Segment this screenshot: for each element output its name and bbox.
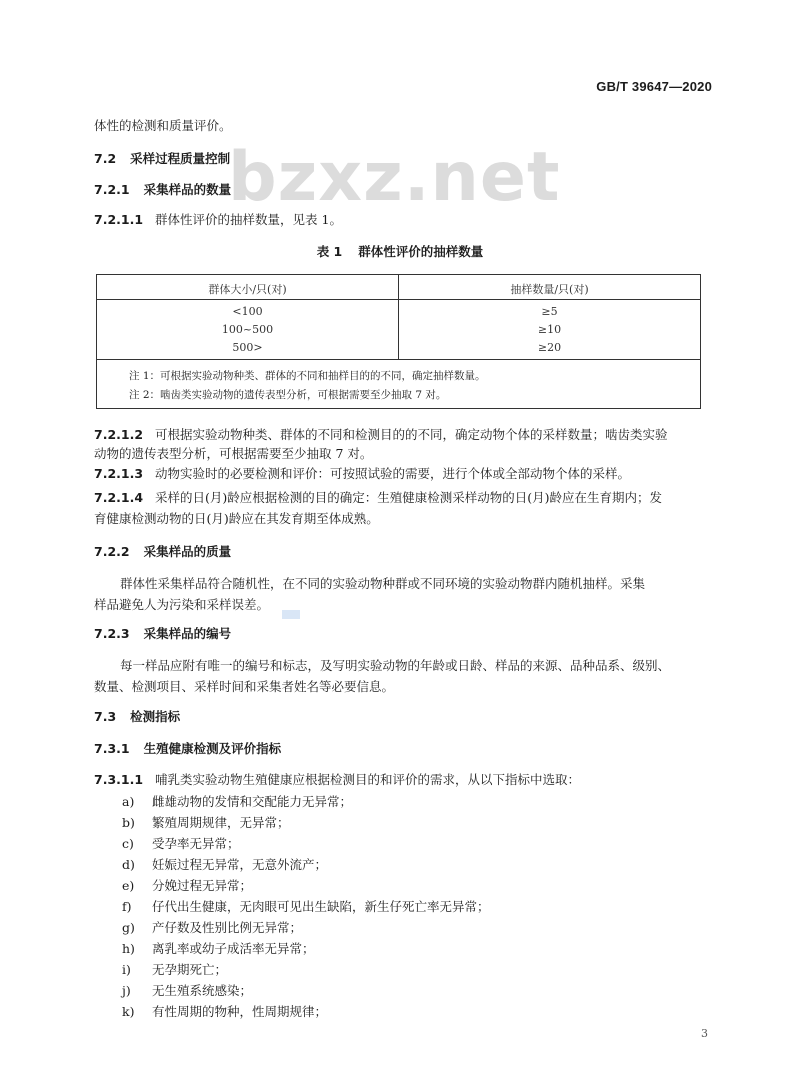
list-item	[122, 898, 490, 916]
paragraph-line: 样品避免人为污染和采样误差。	[94, 597, 270, 612]
section-number: 7.2.1	[94, 182, 130, 197]
heading-7-3-1	[94, 740, 281, 758]
section-number: 7.3	[94, 709, 117, 724]
table-caption-title: 群体性评价的抽样数量	[358, 244, 484, 259]
page-number: 3	[701, 1027, 708, 1040]
list-item	[122, 919, 302, 937]
list-text: 受孕率无异常；	[152, 836, 240, 851]
section-title: 采集样品的数量	[143, 182, 232, 197]
list-text: 分娩过程无异常；	[152, 878, 253, 893]
heading-7-2	[94, 150, 230, 168]
clause-text: 群体性评价的抽样数量，见表 1。	[155, 212, 342, 227]
list-item	[122, 961, 227, 979]
heading-7-2-3	[94, 625, 231, 643]
faint-stamp-mark	[282, 610, 300, 619]
section-title: 生殖健康检测及评价指标	[143, 741, 282, 756]
clause-text: 哺乳类实验动物生殖健康应根据检测目的和评价的需求，从以下指标中选取：	[155, 772, 581, 787]
clause-number: 7.2.1.3	[94, 466, 144, 481]
list-item	[122, 877, 252, 895]
section-number: 7.2	[94, 151, 117, 166]
table-note-2: 注 2：啮齿类实验动物的遗传表型分析，可根据需要至少抽取 7 对。	[129, 389, 447, 401]
clause-7-2-1-2	[94, 426, 668, 444]
clause-7-2-1-4	[94, 489, 662, 507]
table-cell-size: 500>	[232, 341, 263, 354]
list-text: 无生殖系统感染；	[152, 983, 253, 998]
top-line: 体性的检测和质量评价。	[94, 118, 232, 133]
list-label: c)	[122, 836, 134, 851]
heading-7-2-2	[94, 543, 231, 561]
table-cell-count: ≥10	[537, 323, 562, 336]
clause-text-line: 可根据实验动物种类、群体的不同和检测目的的不同，确定动物个体的采样数量；啮齿类实验	[155, 427, 668, 442]
list-item	[122, 793, 352, 811]
standard-code: GB/T 39647—2020	[596, 79, 712, 94]
table-note-1: 注 1：可根据实验动物种类、群体的不同和抽样目的的不同，确定抽样数量。	[129, 370, 486, 382]
heading-7-2-1	[94, 181, 231, 199]
list-text: 妊娠过程无异常，无意外流产；	[152, 857, 328, 872]
table-cell-size: 100~500	[221, 323, 274, 336]
section-number: 7.2.3	[94, 626, 130, 641]
list-text: 产仔数及性别比例无异常；	[152, 920, 303, 935]
section-number: 7.3.1	[94, 741, 130, 756]
clause-text-line: 动物的遗传表型分析，可根据需要至少抽取 7 对。	[94, 446, 373, 461]
clause-text-line: 采样的日(月)龄应根据检测的目的确定：生殖健康检测采样动物的日(月)龄应在生育期内；发	[155, 490, 663, 505]
list-label: e)	[122, 878, 135, 893]
clause-number: 7.2.1.1	[94, 212, 144, 227]
list-text: 离乳率或幼子成活率无异常；	[152, 941, 315, 956]
list-item	[122, 856, 327, 874]
paragraph-line: 数量、检测项目、采样时间和采集者姓名等必要信息。	[94, 679, 395, 694]
table-cell-size: <100	[232, 305, 263, 318]
list-item	[122, 814, 290, 832]
list-label: d)	[122, 857, 135, 872]
clause-7-3-1-1	[94, 771, 580, 789]
clause-number: 7.2.1.2	[94, 427, 144, 442]
table-caption	[0, 242, 800, 260]
list-item	[122, 982, 252, 1000]
list-text: 有性周期的物种，性周期规律；	[152, 1004, 328, 1019]
list-text: 仔代出生健康，无肉眼可见出生缺陷，新生仔死亡率无异常；	[152, 899, 490, 914]
watermark: bzxz.net	[228, 138, 561, 217]
list-label: k)	[122, 1004, 135, 1019]
list-text: 雌雄动物的发情和交配能力无异常；	[152, 794, 353, 809]
list-label: g)	[122, 920, 135, 935]
list-label: b)	[122, 815, 135, 830]
sampling-table	[96, 274, 701, 409]
clause-7-2-1-3	[94, 465, 630, 483]
clause-number: 7.2.1.4	[94, 490, 144, 505]
table-header-group-size: 群体大小/只(对)	[208, 283, 287, 296]
list-text: 无孕期死亡；	[152, 962, 228, 977]
list-item	[122, 940, 315, 958]
paragraph-line: 群体性采集样品符合随机性，在不同的实验动物种群或不同环境的实验动物群内随机抽样。采集	[120, 576, 646, 591]
list-label: i)	[122, 962, 131, 977]
list-label: h)	[122, 941, 135, 956]
table-cell-count: ≥20	[537, 341, 562, 354]
table-header-sample-count: 抽样数量/只(对)	[510, 283, 589, 296]
paragraph-line: 每一样品应附有唯一的编号和标志，及写明实验动物的年龄或日龄、样品的来源、品种品系、级别、	[120, 658, 671, 673]
list-label: a)	[122, 794, 135, 809]
table-header-divider	[97, 299, 700, 300]
list-item	[122, 835, 240, 853]
heading-7-3	[94, 708, 180, 726]
clause-7-2-1-1	[94, 211, 342, 229]
table-notes-divider	[97, 359, 700, 360]
section-title: 采集样品的质量	[143, 544, 232, 559]
list-label: f)	[122, 899, 132, 914]
list-item	[122, 1003, 327, 1021]
clause-number: 7.3.1.1	[94, 772, 144, 787]
table-caption-number: 表 1	[316, 244, 343, 259]
table-cell-count: ≥5	[541, 305, 558, 318]
list-label: j)	[122, 983, 131, 998]
clause-text-line: 育健康检测动物的日(月)龄应在其发育期至体成熟。	[94, 511, 379, 526]
section-title: 检测指标	[130, 709, 181, 724]
section-number: 7.2.2	[94, 544, 130, 559]
section-title: 采集样品的编号	[143, 626, 232, 641]
section-title: 采样过程质量控制	[130, 151, 231, 166]
list-text: 繁殖周期规律，无异常；	[152, 815, 290, 830]
clause-text: 动物实验时的必要检测和评价：可按照试验的需要，进行个体或全部动物个体的采样。	[155, 466, 631, 481]
